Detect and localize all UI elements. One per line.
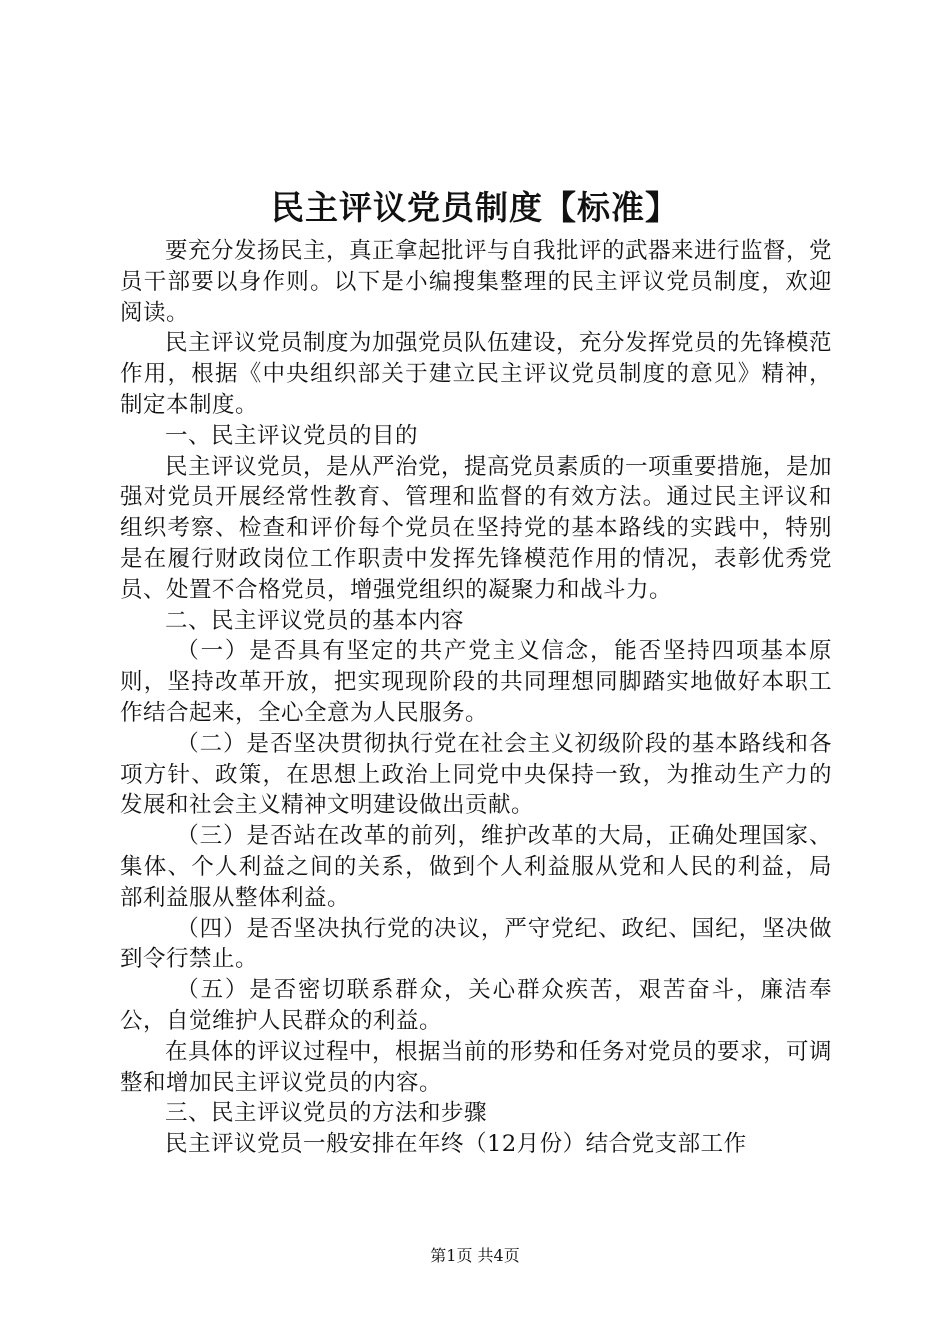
section-heading-2: 二、民主评议党员的基本内容: [165, 607, 465, 634]
list-item-3: （三）是否站在改革的前列，维护改革的大局，正确处理国家、集体、个人利益之间的关系，做到个人利益服从党和人民的利益，局部利益服从整体利益。: [120, 823, 832, 911]
page-number-footer: 第1页 共4页: [430, 1246, 520, 1265]
document-title: 民主评议党员制度【标准】: [271, 188, 679, 227]
section-heading-3: 三、民主评议党员的方法和步骤: [165, 1100, 488, 1127]
paragraph-intro: 要充分发扬民主，真正拿起批评与自我批评的武器来进行监督，党员干部要以身作则。以下是小编搜集整理的民主评议党员制度，欢迎阅读。: [120, 238, 833, 326]
paragraph-section-1: 民主评议党员，是从严治党，提高党员素质的一项重要措施，是加强对党员开展经常性教育、管理和监督的有效方法。通过民主评议和组织考察、检查和评价每个党员在坚持党的基本路线的实践中，特别是在履行财政岗位工作职责中发挥先锋模范作用的情况，表彰优秀党员、处置不合格党员，增强党组织的凝聚力和战斗力。: [120, 453, 833, 603]
list-item-5: （五）是否密切联系群众，关心群众疾苦，艰苦奋斗，廉洁奉公，自觉维护人民群众的利益。: [120, 977, 832, 1034]
paragraph-adjustment: 在具体的评议过程中，根据当前的形势和任务对党员的要求，可调整和增加民主评议党员的内容。: [120, 1038, 833, 1096]
paragraph-purpose-statement: 民主评议党员制度为加强党员队伍建设，充分发挥党员的先锋模范作用，根据《中央组织部关于建立民主评议党员制度的意见》精神，制定本制度。: [120, 330, 833, 418]
list-item-1: （一）是否具有坚定的共产党主义信念，能否坚持四项基本原则，坚持改革开放，把实现现阶段的共同理想同脚踏实地做好本职工作结合起来，全心全意为人民服务。: [120, 638, 832, 726]
list-item-2: （二）是否坚决贯彻执行党在社会主义初级阶段的基本路线和各项方针、政策，在思想上政治上同党中央保持一致，为推动生产力的发展和社会主义精神文明建设做出贡献。: [120, 730, 832, 819]
paragraph-section-3: 民主评议党员一般安排在年终（12月份）结合党支部工作: [165, 1131, 747, 1158]
list-item-4: （四）是否坚决执行党的决议，严守党纪、政纪、国纪，坚决做到令行禁止。: [120, 915, 832, 973]
document-body: [120, 236, 832, 1160]
section-heading-1: 一、民主评议党员的目的: [165, 422, 419, 449]
